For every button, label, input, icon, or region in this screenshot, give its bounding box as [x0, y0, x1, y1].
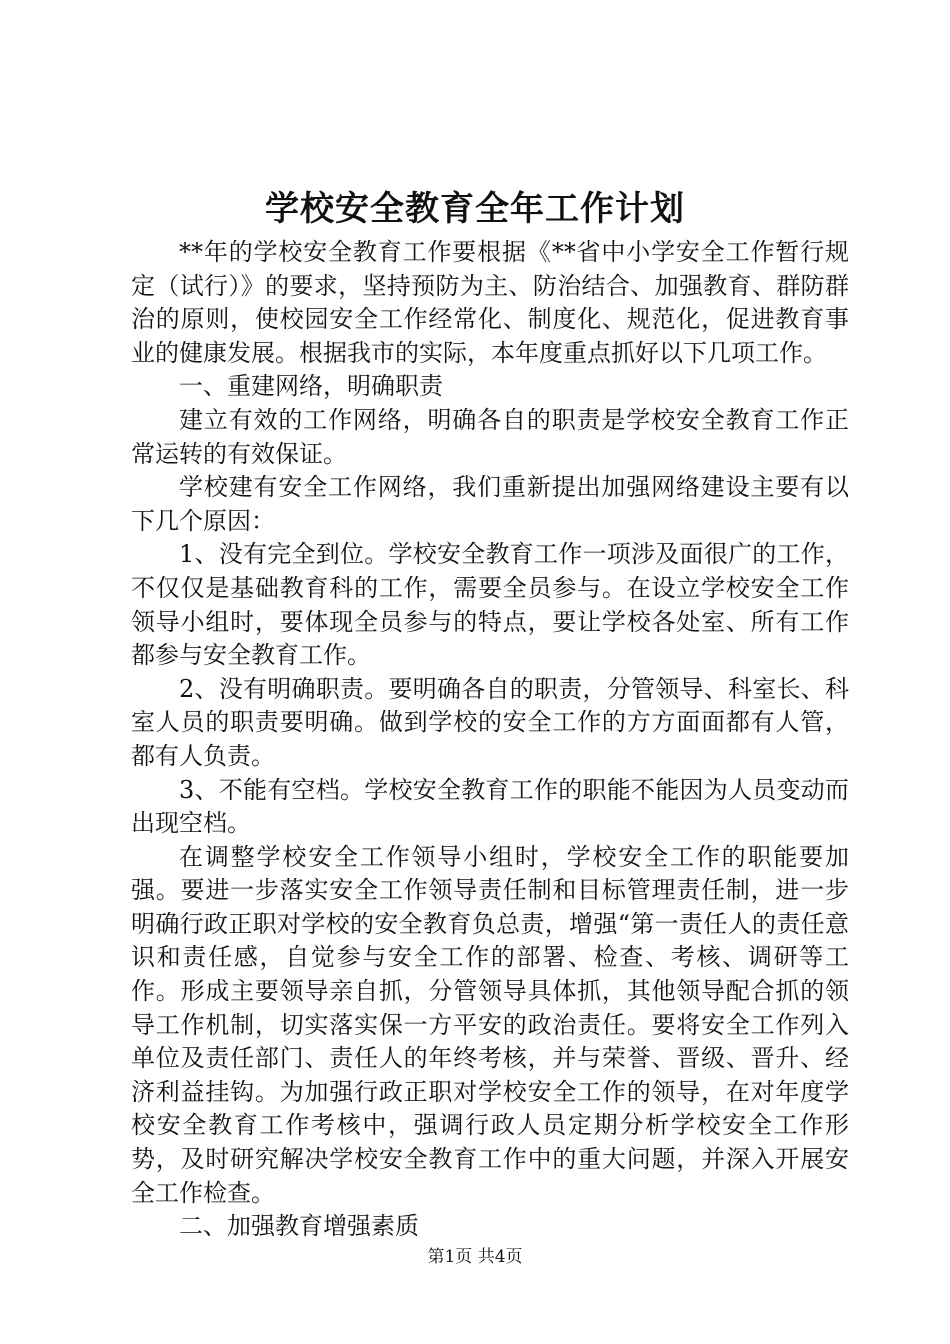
paragraph: 建立有效的工作网络，明确各自的职责是学校安全教育工作正常运转的有效保证。 [131, 405, 849, 468]
paragraph: 在调整学校安全工作领导小组时，学校安全工作的职能要加强。要进一步落实安全工作领导责任制和目标管理责任制，进一步明确行政正职对学校的安全教育负总责，增强“第一责任人的责任意识和责任感，自觉参与安全工作的部署、检查、考核、调研等工作。形成主要领导亲自抓，分管领导具体抓，其他领导配合抓的领导工作机制，切实落实保一方平安的政治责任。要将安全工作列入单位及责任部门、责任人的年终考核，并与荣誉、晋级、晋升、经济利益挂钩。为加强行政正职对学校安全工作的领导，在对年度学校安全教育工作考核中，强调行政人员定期分析学校安全工作形势，及时研究解决学校安全教育工作中的重大问题，并深入开展安全工作检查。 [131, 842, 849, 1207]
list-item-3: 3、不能有空档。学校安全教育工作的职能不能因为人员变动而出现空档。 [131, 775, 849, 838]
list-item-1: 1、没有完全到位。学校安全教育工作一项涉及面很广的工作，不仅仅是基础教育科的工作，需要全员参与。在设立学校安全工作领导小组时，要体现全员参与的特点，要让学校各处室、所有工作都参与安全教育工作。 [131, 540, 849, 670]
section-heading-2: 二、加强教育增强素质 [179, 1212, 419, 1241]
paragraph: 学校建有安全工作网络，我们重新提出加强网络建设主要有以下几个原因： [131, 473, 849, 535]
document-body [131, 236, 849, 1244]
section-heading-1: 一、重建网络，明确职责 [179, 372, 443, 401]
list-item-2: 2、没有明确职责。要明确各自的职责，分管领导、科室长、科室人员的职责要明确。做到学校的安全工作的方方面面都有人管，都有人负责。 [131, 674, 849, 770]
page-footer: 第1页 共4页 [427, 1247, 523, 1267]
paragraph-intro: **年的学校安全教育工作要根据《**省中小学安全工作暂行规定（试行）》的要求，坚持预防为主、防治结合、加强教育、群防群治的原则，使校园安全工作经常化、制度化、规范化，促进教育事业的健康发展。根据我市的实际，本年度重点抓好以下几项工作。 [131, 238, 849, 367]
document-title: 学校安全教育全年工作计划 [265, 189, 685, 229]
